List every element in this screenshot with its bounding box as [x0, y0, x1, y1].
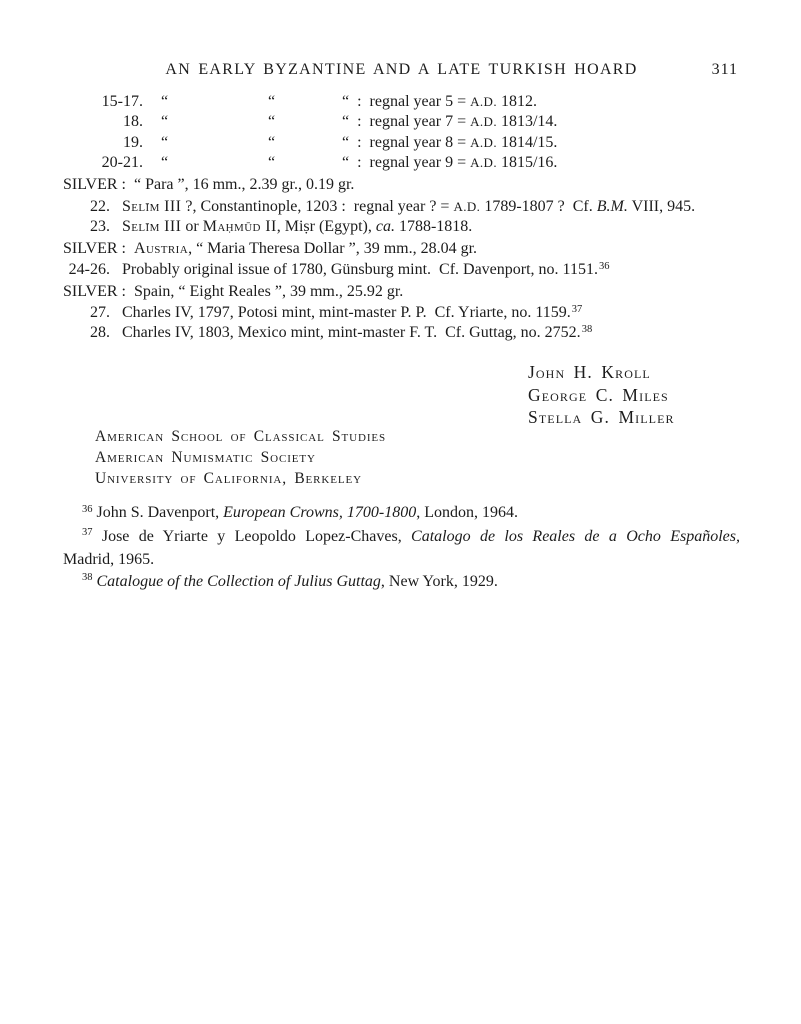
- text-segment: or: [181, 217, 203, 235]
- footnotes: [63, 502, 740, 594]
- author-affiliation: American Numismatic Society: [95, 449, 316, 466]
- entry-description: [342, 153, 557, 173]
- entry-text: [122, 261, 609, 279]
- author-affiliation: American School of Classical Studies: [95, 428, 387, 445]
- text-segment: 1815/16.: [496, 154, 558, 172]
- author-affiliation: University of California, Berkeley: [95, 470, 362, 487]
- footnote-marker: 37: [82, 527, 93, 538]
- text-segment: , New York, 1929.: [380, 572, 498, 590]
- entry-number: 20-21.: [101, 154, 143, 172]
- text-segment: , London, 1964.: [416, 504, 518, 521]
- text-segment: ca.: [375, 217, 395, 235]
- text-segment: Charles IV, 1803, Mexico mint, mint-master F. T. Cf. Guttag, no. 2752.: [122, 324, 581, 341]
- entry-text: [122, 218, 472, 236]
- entry-number: 18.: [123, 113, 143, 131]
- catalog-entry-row: [63, 261, 609, 279]
- catalog-entry-row: [63, 92, 557, 112]
- text-segment: SILVER : Spain, “ Eight Reales ”, 39 mm., 25.92 gr.: [63, 283, 404, 300]
- footnote-marker: 36: [82, 503, 93, 515]
- author-signatures: [528, 361, 675, 429]
- page-number: 311: [711, 61, 738, 78]
- entry-description: [342, 112, 557, 132]
- ditto-mark: “: [268, 113, 276, 131]
- ditto-mark: “: [161, 133, 169, 151]
- footnote-37-line2: [63, 549, 740, 571]
- entry-number: 23.: [90, 217, 110, 235]
- text-segment: A.D.: [470, 134, 497, 150]
- author-signature: George C. Miles: [528, 384, 669, 405]
- text-segment: 1812.: [496, 93, 537, 110]
- ditto-mark: “: [268, 154, 276, 172]
- text-segment: A.D.: [470, 155, 497, 171]
- text-segment: 1788-1818.: [394, 217, 473, 235]
- text-segment: “: [342, 113, 350, 131]
- author-signature: Stella G. Miller: [528, 407, 675, 427]
- entry-number: 22.: [90, 197, 110, 215]
- text-segment: Selīm III: [122, 197, 182, 215]
- catalog-entry-row: [63, 198, 695, 216]
- text-segment: 1814/15.: [496, 133, 558, 151]
- text-segment: Madrid, 1965.: [63, 551, 155, 568]
- text-segment: Catalogo de los Reales de a Ocho Españoles,: [411, 527, 741, 545]
- text-segment: Probably original issue of 1780, Günsburg mint. Cf. Davenport, no. 1151.: [122, 261, 598, 278]
- entry-text: [122, 324, 592, 342]
- text-segment: ?, Constantinople, 1203 : regnal year ? =: [181, 197, 454, 215]
- text-segment: “: [342, 154, 350, 172]
- text-segment: VIII, 945.: [627, 197, 696, 215]
- author-signature: John H. Kroll: [528, 362, 651, 382]
- text-segment: : regnal year 8 =: [349, 133, 471, 151]
- text-segment: SILVER :: [63, 240, 134, 257]
- footnote-marker: 37: [571, 303, 583, 315]
- text-segment: John S. Davenport,: [92, 504, 224, 521]
- catalog-entry-row: [63, 324, 592, 342]
- footnote-marker: 38: [581, 323, 593, 335]
- footnote-38: [63, 571, 740, 595]
- page-header: [63, 61, 740, 81]
- footnote-37-line1: [63, 526, 740, 550]
- section-heading-silver-spain: [63, 283, 403, 301]
- catalog-entry-row: [63, 153, 557, 173]
- entry-number: 19.: [123, 133, 143, 151]
- ditto-mark: “: [268, 93, 276, 110]
- entry-text: [122, 304, 582, 322]
- footnote-marker: 38: [82, 572, 93, 583]
- entry-number: 24-26.: [68, 261, 110, 278]
- author-affiliations: [95, 426, 386, 489]
- text-segment: A.D.: [470, 114, 497, 130]
- text-segment: A.D.: [453, 198, 481, 214]
- catalog-entry-row: [63, 112, 557, 132]
- text-segment: : regnal year 7 =: [349, 113, 471, 131]
- footnote-36: [63, 502, 740, 526]
- section-heading-silver-austria: [63, 240, 477, 258]
- ditto-mark: “: [161, 93, 169, 110]
- text-segment: 1813/14.: [496, 113, 558, 131]
- text-segment: 1789-1807 ? Cf.: [480, 197, 597, 215]
- running-head-title: AN EARLY BYZANTINE AND A LATE TURKISH HOARD: [165, 61, 638, 78]
- text-segment: : regnal year 9 =: [349, 154, 471, 172]
- text-segment: B.M.: [596, 197, 628, 215]
- entry-description: [342, 133, 557, 153]
- catalog-entry-row: [63, 133, 557, 153]
- text-segment: Austria: [133, 240, 189, 257]
- text-segment: A.D.: [470, 94, 497, 109]
- entry-description: [342, 92, 537, 112]
- entry-number: 27.: [90, 304, 110, 321]
- text-segment: Maḥmūd II: [202, 217, 277, 235]
- catalog-entry-row: [63, 218, 472, 236]
- text-segment: : regnal year 5 =: [349, 93, 471, 110]
- text-segment: SILVER : “ Para ”, 16 mm., 2.39 gr., 0.19 gr.: [63, 176, 355, 193]
- entry-number: 15-17.: [101, 93, 143, 110]
- catalog-continuation-list: [63, 92, 557, 174]
- text-segment: Catalogue of the Collection of Julius Guttag: [96, 572, 381, 590]
- text-segment: Charles IV, 1797, Potosi mint, mint-master P. P. Cf. Yriarte, no. 1159.: [122, 304, 571, 321]
- entry-text: [122, 198, 695, 216]
- text-segment: European Crowns, 1700-1800: [223, 504, 417, 521]
- entry-number: 28.: [90, 324, 110, 341]
- text-segment: Jose de Yriarte y Leopoldo Lopez-Chaves,: [92, 527, 412, 545]
- text-segment: , “ Maria Theresa Dollar ”, 39 mm., 28.04 gr.: [188, 240, 478, 257]
- ditto-mark: “: [161, 154, 169, 172]
- text-segment: “: [342, 93, 350, 110]
- text-segment: , Miṣr (Egypt),: [276, 217, 376, 235]
- ditto-mark: “: [268, 133, 276, 151]
- text-segment: “: [342, 133, 350, 151]
- ditto-mark: “: [161, 113, 169, 131]
- section-heading-silver-para: [63, 176, 354, 194]
- text-segment: Selīm III: [122, 217, 182, 235]
- footnote-marker: 36: [598, 260, 610, 272]
- catalog-entry-row: [63, 304, 582, 322]
